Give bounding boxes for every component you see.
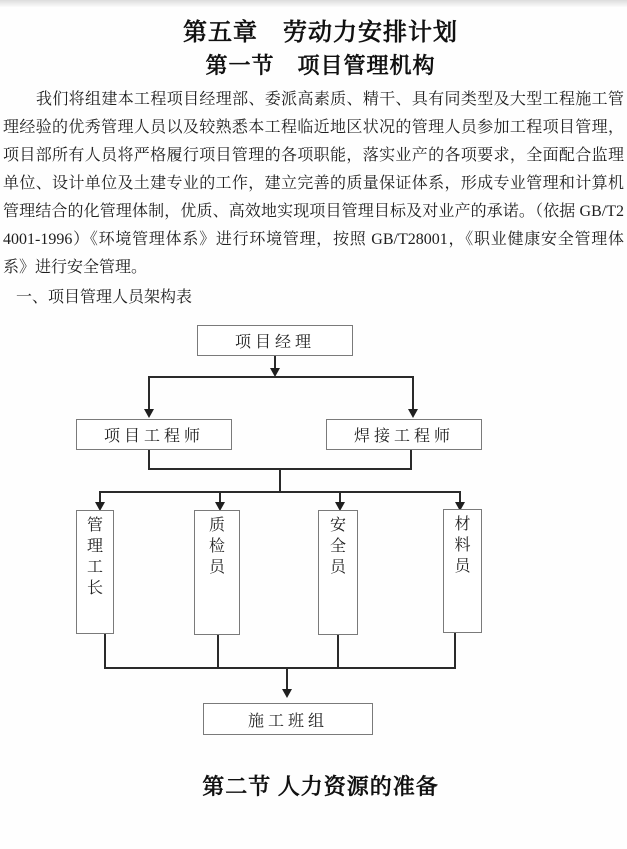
- arrow-down-icon: [408, 409, 418, 418]
- org-connector-line: [286, 668, 288, 690]
- org-node-label: 项目经理: [234, 334, 315, 351]
- next-section-title: 第二节 人力资源的准备: [202, 774, 439, 799]
- org-node-material-clerk: [443, 509, 482, 633]
- org-connector-line: [337, 635, 339, 669]
- org-connector-line: [148, 376, 414, 378]
- body-paragraph: 我们将组建本工程项目经理部、委派高素质、精干、具有同类型及大型工程施工管理经验的优秀管理人员以及较熟悉本工程临近地区状况的管理人员参加工程项目管理，项目部所有人员将严格履行项目管理的各项职能，落实业产的各项要求，全面配合监理单位、设计单位及土建专业的工作，建立完善的质量保证体系，形成专业管理和计算机管理结合的化管理体制，优质、高效地实现项目管理目标及对业产的承诺。（依据 GB/T24001-1996）《环境管理体系》进行环境管理，按照 GB/T28001，《职业健康安全管理体系》进行安全管理。: [3, 91, 624, 276]
- arrow-down-icon: [282, 689, 292, 698]
- org-connector-line: [412, 377, 414, 409]
- org-connector-line: [279, 469, 281, 493]
- org-node-construction-team: [203, 703, 373, 735]
- org-node-quality-inspector: [194, 510, 240, 635]
- arrow-down-icon: [144, 409, 154, 418]
- org-node-label: 管理工长: [86, 517, 103, 597]
- org-node-label: 安全员: [329, 517, 346, 576]
- org-node-label: 项目工程师: [103, 428, 204, 445]
- org-connector-line: [454, 633, 456, 669]
- chapter-title: 第五章 劳动力安排计划: [183, 20, 458, 46]
- org-connector-line: [410, 450, 412, 470]
- org-node-management-foreman: [76, 510, 114, 634]
- org-node-label: 施工班组: [247, 712, 328, 730]
- org-connector-line: [104, 667, 456, 669]
- org-node-label: 材料员: [454, 516, 471, 575]
- org-connector-line: [148, 377, 150, 409]
- org-node-label: 质检员: [208, 517, 225, 576]
- org-connector-line: [100, 491, 461, 493]
- org-node-welding-engineer: [326, 419, 482, 450]
- org-connector-line: [148, 450, 150, 470]
- org-node-project-engineer: [76, 419, 232, 450]
- org-node-project-manager: [197, 325, 353, 356]
- section-title: 第一节 项目管理机构: [205, 53, 436, 78]
- org-connector-line: [217, 635, 219, 669]
- org-node-label: 焊接工程师: [353, 428, 454, 445]
- org-connector-line: [104, 634, 106, 669]
- org-node-safety-officer: [318, 510, 358, 635]
- org-chart-caption: 一、项目管理人员架构表: [16, 289, 193, 306]
- scan-edge-shadow: [0, 0, 627, 7]
